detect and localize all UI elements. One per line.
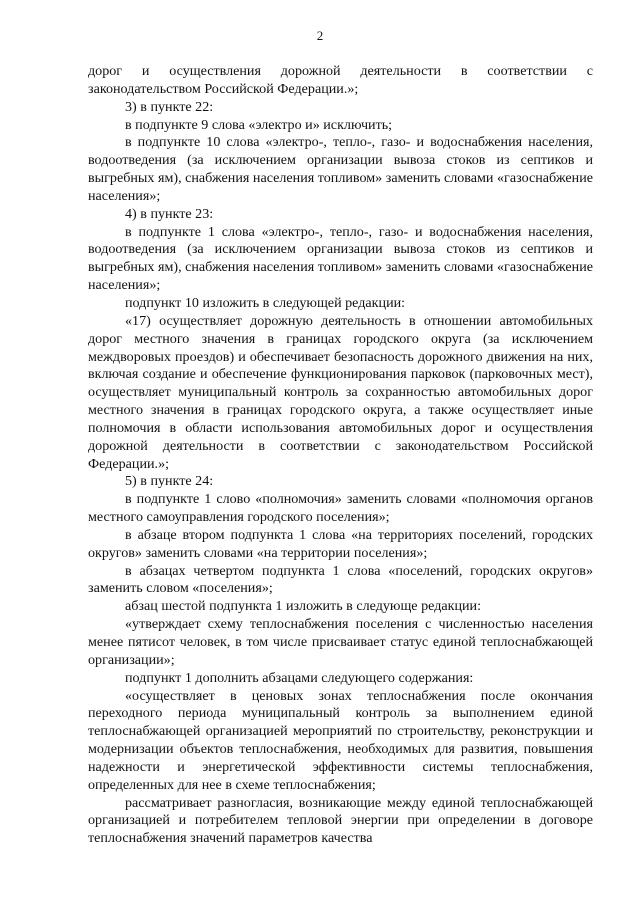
document-body — [88, 63, 593, 848]
paragraph-quote: «осуществляет в ценовых зонах теплоснабжения после окончания переходного периода муниципальный контроль за выполнением единой теплоснабжающей организацией мероприятий по строительству, реконструкции и модернизации объектов теплоснабжения, необходимых для развития, повышения надежности и энергетической эффективности системы теплоснабжения, определенных для нее в схеме теплоснабжения; — [88, 687, 593, 793]
paragraph-item-5: 5) в пункте 24: — [125, 473, 214, 490]
paragraph-quote: «17) осуществляет дорожную деятельность в отношении автомобильных дорог местного значения в границах городского округа (за исключением междворовых проездов) и обеспечивает безопасность дорожного движения на них, включая создание и обеспечение функционирования парковок (парковочных мест), осуществляет муниципальный контроль за сохранностью автомобильных дорог местного значения в границах городского округа, а также осуществляет иные полномочия в области использования автомобильных дорог и осуществления дорожной деятельности в соответствии с законодательством Российской Федерации.»; — [88, 312, 593, 472]
paragraph: в подпункте 1 слова «электро-, тепло-, газо- и водоснабжения населения, водоотведения (за исключением организации вывоза стоков из септиков и выгребных ям), снабжения населения топливом» заменить словами «газоснабжение населения»; — [88, 223, 593, 294]
paragraph: подпункт 1 дополнить абзацами следующего содержания: — [125, 669, 474, 686]
paragraph: в абзацах четвертом подпункта 1 слова «поселений, городских округов» заменить словом «поселения»; — [88, 562, 593, 597]
page-number: 2 — [316, 28, 324, 43]
paragraph: в подпункте 10 слова «электро-, тепло-, газо- и водоснабжения населения, водоотведения (за исключением организации вывоза стоков из септиков и выгребных ям), снабжения населения топливом» заменить словами «газоснабжение населения»; — [88, 134, 593, 204]
paragraph: в подпункте 9 слова «электро и» исключить; — [125, 116, 393, 133]
paragraph: подпункт 10 изложить в следующей редакции: — [125, 294, 406, 311]
paragraph-continuation: дорог и осуществления дорожной деятельности в соответствии с законодательством Российской Федерации.»; — [88, 63, 593, 97]
paragraph: абзац шестой подпункта 1 изложить в следующе редакции: — [125, 598, 482, 615]
paragraph-item-4: 4) в пункте 23: — [125, 205, 214, 222]
paragraph: рассматривает разногласия, возникающие между единой теплоснабжающей организацией и потребителем тепловой энергии при определении в договоре теплоснабжения значений параметров качества — [88, 794, 593, 847]
paragraph: в абзаце втором подпункта 1 слова «на территориях поселений, городских округов» заменить словами «на территории поселения»; — [88, 526, 593, 561]
paragraph-quote: «утверждает схему теплоснабжения поселения с численностью населения менее пятисот человек, в том числе присваивает статус единой теплоснабжающей организации»; — [88, 616, 593, 668]
paragraph: в подпункте 1 слово «полномочия» заменить словами «полномочия органов местного самоуправления городского поселения»; — [88, 491, 593, 526]
paragraph-item-3: 3) в пункте 22: — [125, 98, 214, 115]
